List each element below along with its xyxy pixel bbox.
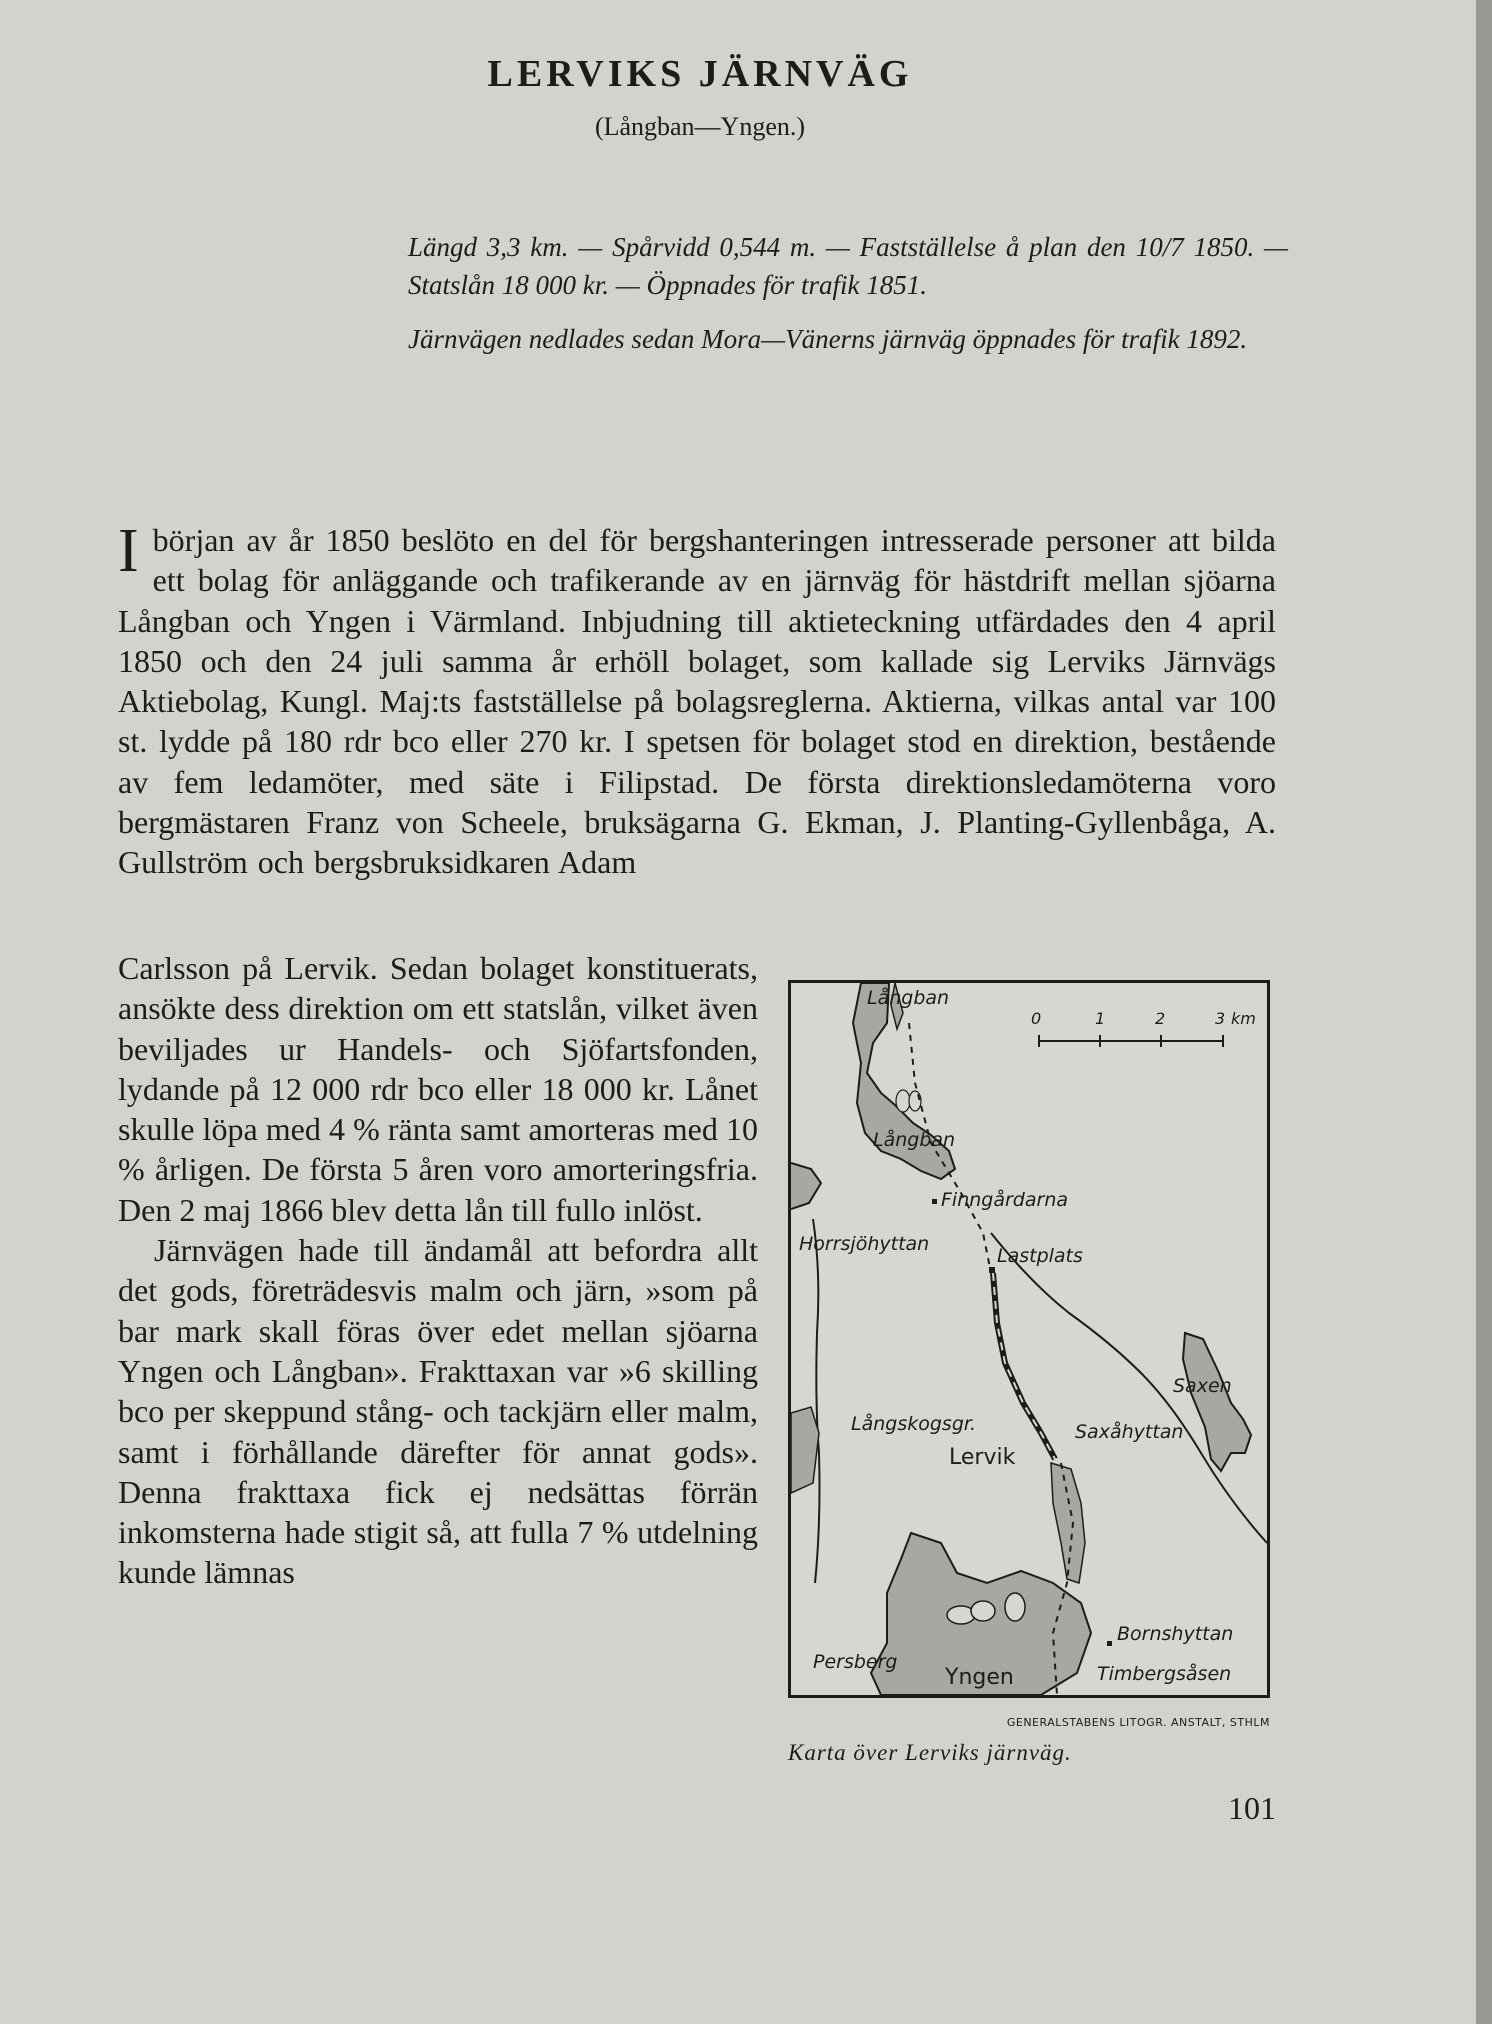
body-paragraph-1-text: början av år 1850 beslöto en del för bergshanteringen intresserade personer att bilda ett bolag för anläggande och trafikerande av en järnväg för hästdrift mellan sjöarna Långban och Yngen i Värmland. Inbjudning till aktieteckning utfärdades den 4 april 1850 och den 24 juli samma år erhöll bolaget, som kallade sig Lerviks Järnvägs Aktiebolag, Kungl. Maj:ts fastställelse på bolagsreglerna. Aktierna, vilkas antal var 100 st. lydde på 180 rdr bco eller 270 kr. I spetsen för bolaget stod en direktion, bestående av fem ledamöter, med säte i Filipstad. De första direktionsledamöterna voro bergmästaren Franz von Scheele, bruksägarna G. Ekman, J. Planting-Gyllenbåga, A. Gullström och bergsbruksidkaren Adam [118,522,1276,881]
railway-map [788,980,1270,1698]
map-caption: Karta över Lerviks järnväg. [788,1740,1072,1765]
facts-block [408,228,1288,374]
facts-line-1: Längd 3,3 km. — Spårvidd 0,544 m. — Fastställelse å plan den 10/7 1850. — Statslån 18 000 kr. — Öppnades för trafik 1851. [408,232,1288,300]
map-scale-unit: km [1231,1009,1256,1028]
left-lake [791,1163,821,1209]
map-label-lervik: Lervik [949,1445,1016,1470]
map-label-timbergsasen: Timbergsåsen [1097,1663,1232,1685]
map-label-persberg: Persberg [813,1651,898,1673]
map-scale-tick-label-2: 2 [1155,1009,1166,1028]
facts-line-2: Järnvägen nedlades sedan Mora—Vänerns järnväg öppnades för trafik 1892. [408,324,1248,354]
map-credit: GENERALSTABENS LITOGR. ANSTALT, STHLM [1006,1716,1270,1729]
map-scale-tick-label-1: 1 [1095,1009,1106,1028]
map-scale-tick-label-0: 0 [1031,1009,1042,1028]
small-lake-west [791,1407,819,1493]
page-title: LERVIKS JÄRNVÄG [487,53,913,95]
map-label-saxen: Saxen [1173,1375,1232,1397]
marker-bornshyttan [1107,1641,1112,1646]
drop-cap: I [118,517,139,585]
map-label-saxahyttan: Saxåhyttan [1075,1421,1184,1443]
railway-line [993,1273,1055,1459]
marker-finngardarna [932,1199,937,1204]
map-label-bornshyttan: Bornshyttan [1117,1623,1234,1645]
body-paragraph-2: Järnvägen hade till ändamål att befordra allt det gods, företrädesvis malm och järn, »som på bar mark skall föras över edet mellan sjöarna Yngen och Långban». Frakttaxan var »6 skilling bco per skeppund stång- och tackjärn eller malm, samt i förhållande därefter för annat gods». Denna frakttaxa fick ej nedsättas förrän inkomsterna hade stigit så, att fulla 7 % utdelning kunde lämnas [118,1232,758,1591]
map-label-lastplats: Lastplats [997,1245,1083,1267]
yngen-north-arm [1051,1463,1085,1583]
saxen-lake [1183,1333,1251,1471]
body-paragraph-1-continued: Carlsson på Lervik. Sedan bolaget konstituerats, ansökte dess direktion om ett statslån, vilket även beviljades ur Handels- och Sjöfartsfonden, lydande på 12 000 rdr bco eller 18 000 kr. Lånet skulle löpa med 4 % ränta samt amorteras med 10 % årligen. De första 5 åren voro amorteringsfria. Den 2 maj 1866 blev detta lån till fullo inlöst. [118,950,758,1228]
map-label-yngen: Yngen [945,1665,1014,1690]
page-number: 101 [1228,1790,1276,1826]
page-subtitle: (Långban—Yngen.) [594,112,806,141]
body-paragraph-1 [118,517,1276,883]
map-drawing [791,983,1267,1695]
marker-lastplats [989,1267,995,1273]
map-label-langban-top: Långban [867,987,950,1009]
map-scale-tick-label-3: 3 [1215,1009,1226,1028]
railway-line-ties [993,1273,1055,1459]
map-label-langskogsgr: Långskogsgr. [851,1413,976,1435]
map-label-finngardarna: Finngårdarna [941,1189,1069,1211]
left-stream [813,1219,820,1583]
island-2 [971,1601,995,1621]
island-5 [909,1091,921,1111]
map-label-horrsjohyttan: Horrsjöhyttan [799,1233,930,1255]
island-4 [896,1090,910,1112]
body-column [118,948,758,1593]
map-label-langban-lake: Långban [873,1129,956,1151]
island-3 [1005,1593,1025,1621]
page-edge [1476,0,1492,2024]
